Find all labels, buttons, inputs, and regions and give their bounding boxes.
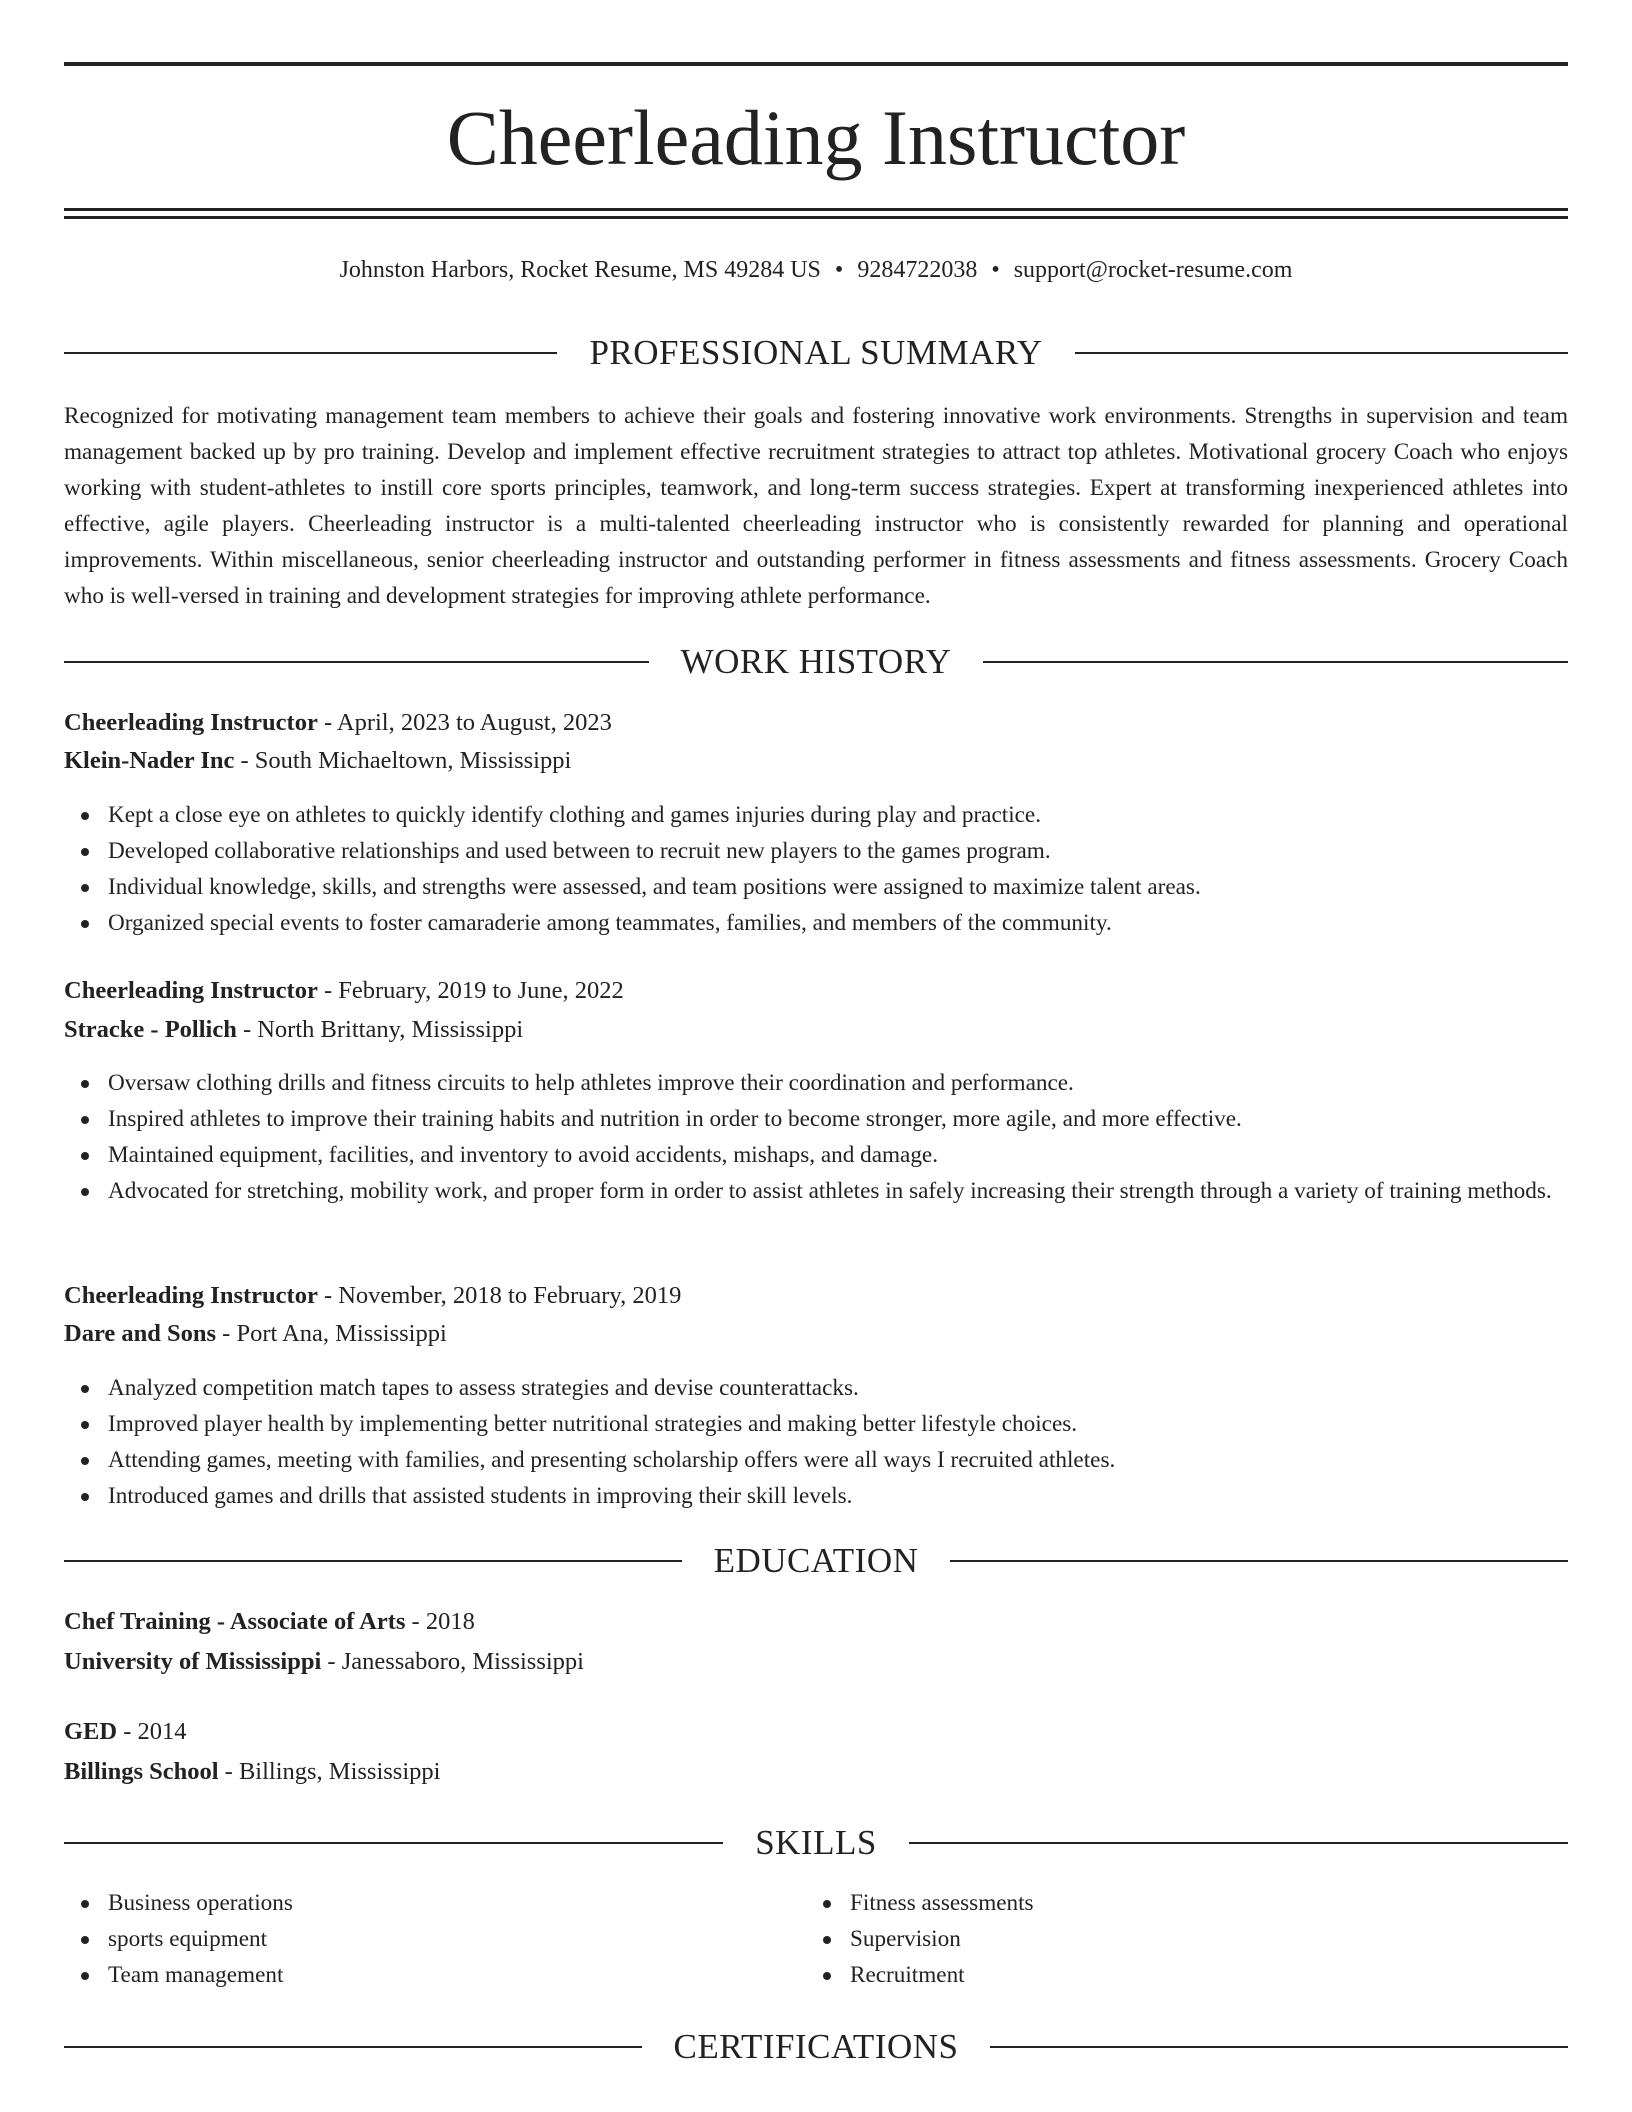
skill-item: sports equipment [64,1921,764,1957]
job-bullet: Oversaw clothing drills and fitness circuits to help athletes improve their coordination and performance. [64,1065,1568,1101]
job-bullet: Kept a close eye on athletes to quickly identify clothing and games injuries during play and practice. [64,797,1568,833]
section-rule [950,1560,1568,1562]
education-degree: GED [64,1718,118,1745]
job-company: Stracke - Pollich [64,1016,237,1043]
header-top-rule [64,62,1568,66]
section-rule [909,1842,1568,1844]
contact-separator: • [991,257,1000,283]
job-role: Cheerleading Instructor [64,977,318,1004]
section-rule [64,1842,723,1844]
job-location: - Port Ana, Mississippi [216,1320,447,1347]
job-company: Klein-Nader Inc [64,747,235,774]
job-bullet: Developed collaborative relationships and used between to recruit new players to the games program. [64,833,1568,869]
job-bullet: Inspired athletes to improve their training habits and nutrition in order to become stronger, more agile, and more effective. [64,1101,1568,1137]
section-rule [64,2046,642,2048]
education-degree-line [64,1604,1568,1640]
job-bullet: Improved player health by implementing better nutritional strategies and making better lifestyle choices. [64,1406,1568,1442]
job-title-line [64,1278,1568,1314]
education-school: University of Mississippi [64,1648,322,1675]
section-heading-skills [64,1823,1568,1863]
contact-phone: 9284722038 [857,257,978,283]
job-role: Cheerleading Instructor [64,709,318,736]
section-title: SKILLS [755,1823,877,1862]
job-bullet: Advocated for stretching, mobility work, and proper form in order to assist athletes in safely increasing their strength through a variety of training methods. [64,1173,1568,1209]
contact-email[interactable]: support@rocket-resume.com [1013,257,1293,283]
education-school: Billings School [64,1758,219,1785]
section-rule [64,1560,682,1562]
section-rule [1075,352,1568,354]
education-location: - Billings, Mississippi [218,1758,441,1785]
job-bullets [64,1370,1568,1514]
education-degree-line [64,1714,1568,1750]
job-company-line [64,1012,1568,1048]
summary-text: Recognized for motivating management team members to achieve their goals and fostering innovative work environments. Strengths in supervision and team management backed up by pro training. Develop and implement effective recruitment strategies to attract top athletes. Motivational grocery Coach who enjoys working with student-athletes to instill core sports principles, teamwork, and long-term success strategies. Expert at transforming inexperienced athletes into effective, agile players. Cheerleading instructor is a multi-talented cheerleading instructor who is consistently rewarded for planning and operational improvements. Within miscellaneous, senior cheerleading instructor and outstanding performer in fitness assessments and fitness assessments. Grocery Coach who is well-versed in training and development strategies for improving athlete performance. [64,403,1568,609]
section-rule [64,352,557,354]
section-title: EDUCATION [713,1541,919,1580]
job-location: - South Michaeltown, Mississippi [234,747,572,774]
job-company: Dare and Sons [64,1320,217,1347]
education-location: - Janessaboro, Mississippi [321,1648,584,1675]
education-school-line [64,1754,1568,1790]
section-heading-work-history [64,642,1568,682]
job-bullet: Individual knowledge, skills, and strengths were assessed, and team positions were assigned to maximize talent areas. [64,869,1568,905]
job-company-line [64,1316,1568,1352]
section-title: PROFESSIONAL SUMMARY [589,333,1043,372]
job-dates: - February, 2019 to June, 2022 [317,977,624,1004]
job-bullet: Attending games, meeting with families, and presenting scholarship offers were all ways I recruited athletes. [64,1442,1568,1478]
job-bullet: Organized special events to foster camaraderie among teammates, families, and members of the community. [64,905,1568,941]
section-rule [990,2046,1568,2048]
job-dates: - April, 2023 to August, 2023 [317,709,612,736]
header-bottom-rule-1 [64,208,1568,211]
contact-address: Johnston Harbors, Rocket Resume, MS 49284 US [339,257,821,283]
section-rule [64,661,649,663]
job-bullets [64,1065,1568,1209]
skill-item: Fitness assessments [806,1885,1506,1921]
section-title: CERTIFICATIONS [673,2027,959,2066]
section-rule [983,661,1568,663]
job-bullet: Analyzed competition match tapes to assess strategies and devise counterattacks. [64,1370,1568,1406]
contact-line [64,252,1568,288]
job-title-line [64,705,1568,741]
education-degree: Chef Training - Associate of Arts [64,1608,406,1635]
section-heading-education [64,1541,1568,1581]
section-title: WORK HISTORY [680,642,952,681]
education-year: - 2018 [405,1608,475,1635]
job-bullet: Introduced games and drills that assisted students in improving their skill levels. [64,1478,1568,1514]
skill-item: Supervision [806,1921,1506,1957]
job-bullets [64,797,1568,941]
skill-item: Business operations [64,1885,764,1921]
job-company-line [64,743,1568,779]
header-bottom-rule-2 [64,216,1568,219]
job-bullet: Maintained equipment, facilities, and inventory to avoid accidents, mishaps, and damage. [64,1137,1568,1173]
resume-title: Cheerleading Instructor [446,94,1186,181]
job-role: Cheerleading Instructor [64,1282,318,1309]
contact-separator: • [834,257,844,283]
job-title-line [64,973,1568,1009]
job-dates: - November, 2018 to February, 2019 [317,1282,682,1309]
job-location: - North Brittany, Mississippi [236,1016,524,1043]
education-school-line [64,1644,1568,1680]
skill-item: Team management [64,1957,764,1993]
section-heading-certifications [64,2027,1568,2067]
skills-list-right [806,1885,1506,1993]
section-heading-summary [64,333,1568,373]
education-year: - 2014 [117,1718,187,1745]
skill-item: Recruitment [806,1957,1506,1993]
skills-list-left [64,1885,764,1993]
